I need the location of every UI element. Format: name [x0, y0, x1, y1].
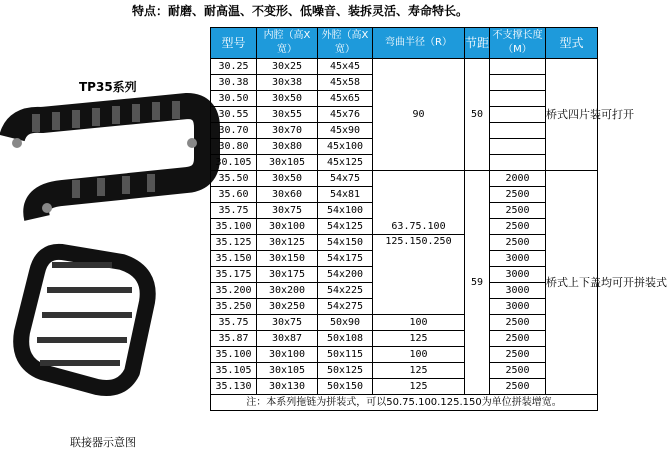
- cell-inner: 30x50: [257, 171, 318, 187]
- series-label: TP35系列: [79, 80, 137, 94]
- cell-length: 3000: [490, 267, 546, 283]
- cell-outer: 50x108: [318, 331, 373, 347]
- cell-outer: 45x65: [318, 91, 373, 107]
- drag-chain-image-top: [2, 98, 212, 223]
- cell-inner: 30x70: [257, 123, 318, 139]
- cell-inner: 30x125: [257, 235, 318, 251]
- cell-model: 35.50: [211, 171, 257, 187]
- cell-inner: 30x130: [257, 379, 318, 395]
- cell-model: 30.80: [211, 139, 257, 155]
- header-inner: 内腔（高X宽）: [257, 28, 318, 59]
- cell-length: 2500: [490, 219, 546, 235]
- table-row: [211, 363, 598, 379]
- cell-outer: 50x125: [318, 363, 373, 379]
- header-unsupported: 不支撑长度（M）: [490, 28, 546, 59]
- cell-length: 2500: [490, 363, 546, 379]
- cell-outer: 54x275: [318, 299, 373, 315]
- cell-model: 35.175: [211, 267, 257, 283]
- cell-model: 30.25: [211, 59, 257, 75]
- cell-model: 35.200: [211, 283, 257, 299]
- cell-inner: 30x60: [257, 187, 318, 203]
- cell-length: 2500: [490, 347, 546, 363]
- cell-radius: 125: [373, 363, 465, 379]
- table-row: [211, 171, 598, 187]
- cell-model: 35.125: [211, 235, 257, 251]
- header-outer: 外腔（高X宽）: [318, 28, 373, 59]
- cell-length: 2500: [490, 187, 546, 203]
- cell-inner: 30x55: [257, 107, 318, 123]
- cell-inner: 30x105: [257, 363, 318, 379]
- cell-length: [490, 75, 546, 91]
- cell-radius: 100: [373, 315, 465, 331]
- cell-length: 2500: [490, 379, 546, 395]
- cell-radius: 125: [373, 331, 465, 347]
- cell-model: 35.100: [211, 347, 257, 363]
- cell-length: 3000: [490, 251, 546, 267]
- table-row: [211, 315, 598, 331]
- cell-model: 35.250: [211, 299, 257, 315]
- cell-inner: 30x100: [257, 219, 318, 235]
- cell-outer: 54x175: [318, 251, 373, 267]
- cell-inner: 30x87: [257, 331, 318, 347]
- cell-length: 2500: [490, 235, 546, 251]
- cell-model: 35.130: [211, 379, 257, 395]
- cell-length: 2500: [490, 203, 546, 219]
- cell-outer: 45x100: [318, 139, 373, 155]
- cell-inner: 30x200: [257, 283, 318, 299]
- cell-model: 35.87: [211, 331, 257, 347]
- cell-outer: 54x125: [318, 219, 373, 235]
- cell-radius-group2a: 63.75.100: [373, 171, 465, 235]
- cell-radius-group1: 90: [373, 59, 465, 171]
- cell-outer: 45x90: [318, 123, 373, 139]
- cell-inner: 30x25: [257, 59, 318, 75]
- cell-outer: 54x75: [318, 171, 373, 187]
- cell-outer: 45x45: [318, 59, 373, 75]
- cell-model: 35.60: [211, 187, 257, 203]
- cell-outer: 54x225: [318, 283, 373, 299]
- features-heading: 特点：耐磨、耐高温、不变形、低噪音、装拆灵活、寿命特长。: [131, 4, 468, 18]
- cell-outer: 50x115: [318, 347, 373, 363]
- cell-outer: 54x150: [318, 235, 373, 251]
- cell-model: 30.105: [211, 155, 257, 171]
- cell-radius: 100: [373, 347, 465, 363]
- table-header-row: [211, 28, 598, 59]
- cell-model: 30.38: [211, 75, 257, 91]
- table-row: [211, 379, 598, 395]
- cell-outer: 54x81: [318, 187, 373, 203]
- cell-inner: 30x175: [257, 267, 318, 283]
- cell-radius-group2b: 125.150.250: [373, 235, 465, 315]
- cell-model: 35.75: [211, 315, 257, 331]
- header-pitch: 节距: [465, 28, 490, 59]
- cell-outer: 45x76: [318, 107, 373, 123]
- cell-inner: 30x75: [257, 203, 318, 219]
- table-row: [211, 59, 598, 75]
- drag-chain-image-bottom: [2, 232, 212, 397]
- table-note: 注：本系列拖链为拼装式，可以50.75.100.125.150为单位拼装增宽。: [211, 395, 598, 411]
- cell-type-group1: 桥式四片装可打开: [546, 59, 598, 171]
- cell-length: [490, 139, 546, 155]
- cell-type-group2: 桥式上下盖均可开拼装式: [546, 171, 598, 395]
- cell-outer: 50x90: [318, 315, 373, 331]
- cell-length: [490, 155, 546, 171]
- cell-inner: 30x75: [257, 315, 318, 331]
- cell-model: 35.105: [211, 363, 257, 379]
- cell-pitch-group1: 50: [465, 59, 490, 171]
- cell-model: 35.150: [211, 251, 257, 267]
- cell-length: 2500: [490, 331, 546, 347]
- cell-outer: 45x58: [318, 75, 373, 91]
- diagram-caption: 联接器示意图: [70, 436, 136, 449]
- cell-outer: 50x150: [318, 379, 373, 395]
- cell-model: 30.55: [211, 107, 257, 123]
- cell-length: 3000: [490, 299, 546, 315]
- table-row: [211, 347, 598, 363]
- cell-inner: 30x250: [257, 299, 318, 315]
- cell-length: [490, 59, 546, 75]
- cell-length: 3000: [490, 283, 546, 299]
- cell-inner: 30x50: [257, 91, 318, 107]
- cell-outer: 45x125: [318, 155, 373, 171]
- table-row: [211, 331, 598, 347]
- spec-table: [210, 27, 667, 411]
- cell-pitch-group2: 59: [465, 171, 490, 395]
- header-radius: 弯曲半径（R）: [373, 28, 465, 59]
- cell-model: 35.100: [211, 219, 257, 235]
- cell-radius: 125: [373, 379, 465, 395]
- cell-outer: 54x200: [318, 267, 373, 283]
- cell-length: [490, 91, 546, 107]
- cell-inner: 30x38: [257, 75, 318, 91]
- cell-inner: 30x150: [257, 251, 318, 267]
- cell-length: [490, 107, 546, 123]
- table-row: [211, 235, 598, 251]
- cell-inner: 30x100: [257, 347, 318, 363]
- cell-length: 2500: [490, 315, 546, 331]
- cell-length: 2000: [490, 171, 546, 187]
- cell-outer: 54x100: [318, 203, 373, 219]
- cell-model: 30.50: [211, 91, 257, 107]
- table-note-row: [211, 395, 598, 411]
- cell-model: 30.70: [211, 123, 257, 139]
- cell-inner: 30x80: [257, 139, 318, 155]
- cell-inner: 30x105: [257, 155, 318, 171]
- cell-model: 35.75: [211, 203, 257, 219]
- header-type: 型式: [546, 28, 598, 59]
- cell-length: [490, 123, 546, 139]
- header-model: 型号: [211, 28, 257, 59]
